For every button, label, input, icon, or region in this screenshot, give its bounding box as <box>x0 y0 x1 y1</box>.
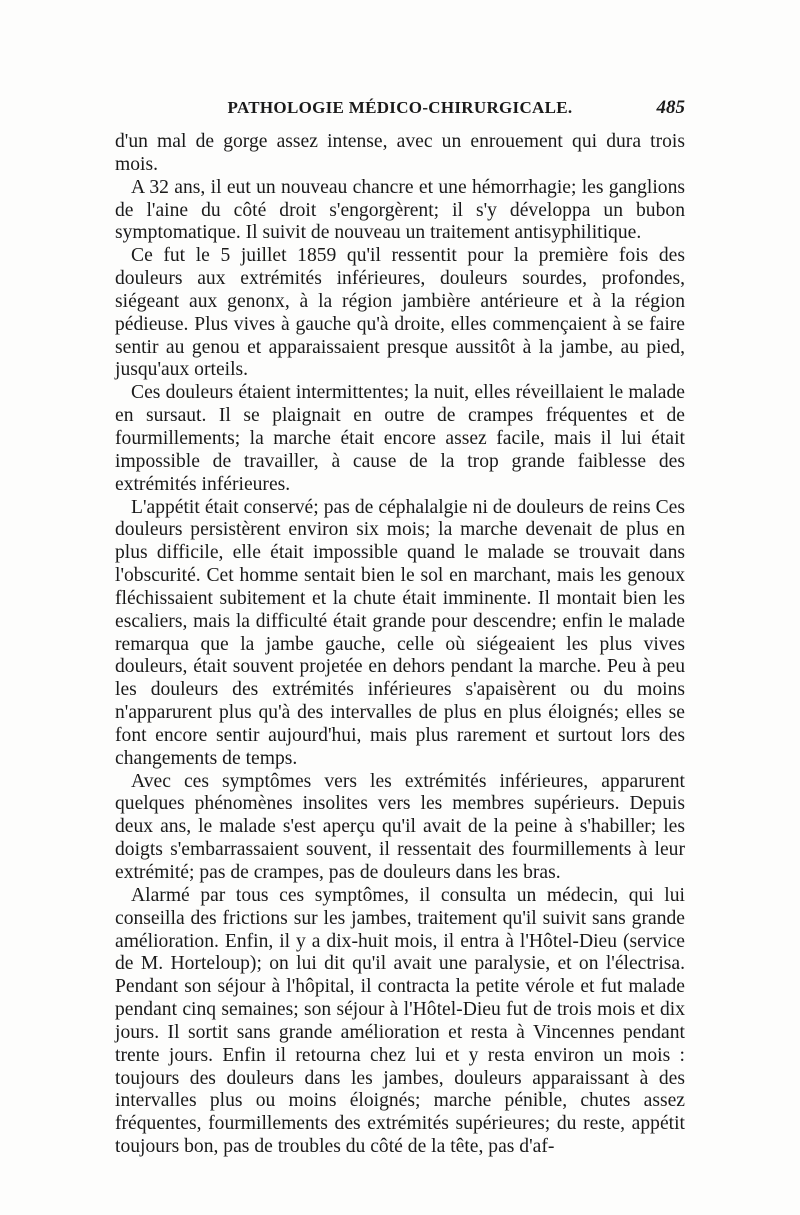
paragraph-5: L'appétit était conservé; pas de céphalalgie ni de douleurs de reins Ces douleurs persistèrent environ six mois; la marche devenait de plus en plus difficile, elle était impossible quand le malade se trouvait dans l'obscurité. Cet homme sentait bien le sol en marchant, mais les genoux fléchissaient subitement et la chute était imminente. Il montait bien les escaliers, mais la difficulté était grande pour descendre; enfin le malade remarqua que la jambe gauche, celle où siégeaient les plus vives douleurs, était souvent projetée en dehors pendant la marche. Peu à peu les douleurs des extrémités inférieures s'apaisèrent ou du moins n'apparurent plus qu'à des intervalles de plus en plus éloignés; elles se font encore sentir aujourd'hui, mais plus rarement et surtout lors des changements de temps. <box>115 496 685 769</box>
page-number: 485 <box>656 97 685 118</box>
running-title: PATHOLOGIE MÉDICO-CHIRURGICALE. <box>227 98 573 117</box>
paragraph-3: Ce fut le 5 juillet 1859 qu'il ressentit pour la première fois des douleurs aux extrémités inférieures, douleurs sourdes, profondes, siégeant aux genonx, à la région jambière antérieure et à la région pédieuse. Plus vives à gauche qu'à droite, elles commençaient à se faire sentir au genou et apparaissaient presque aussitôt à la jambe, au pied, jusqu'aux orteils. <box>115 245 685 381</box>
paragraph-1: d'un mal de gorge assez intense, avec un enrouement qui dura trois mois. <box>115 131 685 175</box>
paragraph-6: Avec ces symptômes vers les extrémités inférieures, apparurent quelques phénomènes insolites vers les membres supérieurs. Depuis deux ans, le malade s'est aperçu qu'il avait de la peine à s'habiller; les doigts s'embarrassaient souvent, il ressentait des fourmillements à leur extrémité; pas de crampes, pas de douleurs dans les bras. <box>115 770 685 883</box>
paragraph-4: Ces douleurs étaient intermittentes; la nuit, elles réveillaient le malade en sursaut. Il se plaignait en outre de crampes fréquentes et de fourmillements; la marche était encore assez facile, mais il lui était impossible de travailler, à cause de la trop grande faiblesse des extrémités inférieures. <box>115 382 685 495</box>
paragraph-2: A 32 ans, il eut un nouveau chancre et une hémorrhagie; les ganglions de l'aine du côté droit s'engorgèrent; il s'y développa un bubon symptomatique. Il suivit de nouveau un traitement antisyphilitique. <box>115 176 685 244</box>
running-header <box>115 98 685 124</box>
body-text <box>115 131 685 1159</box>
paragraph-7: Alarmé par tous ces symptômes, il consulta un médecin, qui lui conseilla des frictions sur les jambes, traitement qu'il suivit sans grande amélioration. Enfin, il y a dix-huit mois, il entra à l'Hôtel-Dieu (service de M. Horteloup); on lui dit qu'il avait une paralysie, et on l'électrisa. Pendant son séjour à l'hôpital, il contracta la petite vérole et fut malade pendant cinq semaines; son séjour à l'Hôtel-Dieu fut de trois mois et dix jours. Il sortit sans grande amélioration et resta à Vincennes pendant trente jours. Enfin il retourna chez lui et y resta environ un mois : toujours des douleurs dans les jambes, douleurs apparaissant à des intervalles plus ou moins éloignés; marche pénible, chutes assez fréquentes, fourmillements des extrémités supérieures; du reste, appétit toujours bon, pas de troubles du côté de la tête, pas d'af- <box>115 884 685 1158</box>
